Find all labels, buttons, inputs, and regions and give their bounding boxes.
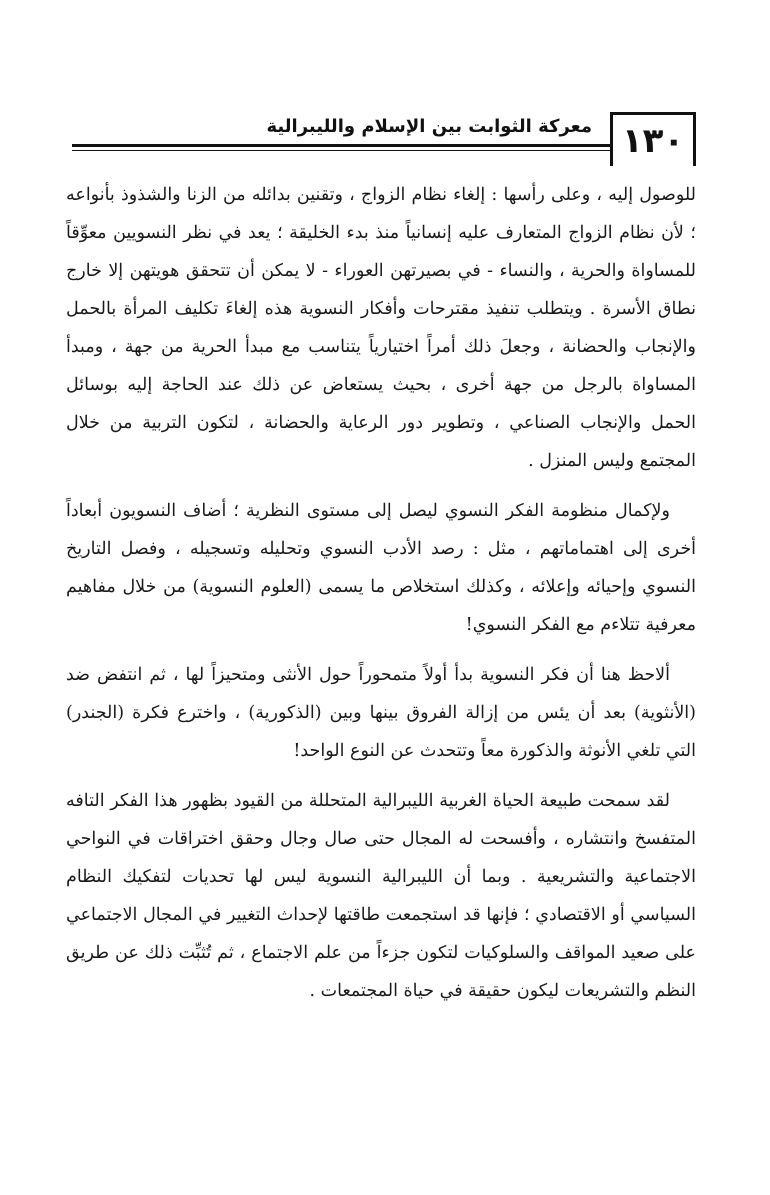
running-title: معركة الثوابت بين الإسلام والليبرالية [266,116,592,137]
paragraph-1: للوصول إليه ، وعلى رأسها : إلغاء نظام الزواج ، وتقنين بدائله من الزنا والشذوذ بأنواعه ؛ لأن نظام الزواج المتعارف عليه إنسانياً منذ بدء الخليقة ؛ يعد في نظر النسويين معوِّقاً للمساواة والحرية ، والنساء - في بصيرتهن العوراء - لا يمكن أن تتحقق هويتهن إلا خارج نطاق الأسرة . ويتطلب تنفيذ مقترحات وأفكار النسوية هذه إلغاءَ تكليف المرأة بالحمل والإنجاب والحضانة ، وجعلَ ذلك أمراً اختيارياً يتناسب مع مبدأ الحرية من جهة ، ومبدأ المساواة بالرجل من جهة أخرى ، بحيث يستعاض عن ذلك عند الحاجة إليه بوسائل الحمل والإنجاب الصناعي ، وتطوير دور الرعاية والحضانة ، لتكون التربية من خلال المجتمع وليس المنزل . [66,185,696,471]
paragraph-4: لقد سمحت طبيعة الحياة الغربية الليبرالية المتحللة من القيود بظهور هذا الفكر التافه المتفسخ وانتشاره ، وأفسحت له المجال حتى صال وجال وحقق اختراقات في النواحي الاجتماعية والتشريعية . وبما أن الليبرالية النسوية ليس لها تحديات لتفكيك النظام السياسي أو الاقتصادي ؛ فإنها قد استجمعت طاقتها لإحداث التغيير في المجال الاجتماعي على صعيد المواقف والسلوكيات لتكون جزءاً من علم الاجتماع ، ثم تُثبِّت ذلك عن طريق النظم والتشريعات ليكون حقيقة في حياة المجتمعات . [66,791,696,1001]
header-rule-thick [72,144,610,147]
page-header [70,100,690,170]
header-rule-thin [72,150,610,151]
paragraph-3: ألاحظ هنا أن فكر النسوية بدأ أولاً متمحوراً حول الأنثى ومتحيزاً لها ، ثم انتفض ضد (الأنثوية) بعد أن يئس من إزالة الفروق بينها وبين (الذكورية) ، واخترع فكرة (الجندر) التي تلغي الأنوثة والذكورة معاً وتتحدث عن النوع الواحد! [66,665,697,761]
page-number: ١٣٠ [621,120,685,161]
paragraph-2: ولإكمال منظومة الفكر النسوي ليصل إلى مستوى النظرية ؛ أضاف النسويون أبعاداً أخرى إلى اهتماماتهم ، مثل : رصد الأدب النسوي وتحليله وتسجيله ، وفصل التاريخ النسوي وإحيائه وإعلائه ، وكذلك استخلاص ما يسمى (العلوم النسوية) من خلال مفاهيم معرفية تتلاءم مع الفكر النسوي! [66,501,696,635]
body-text [66,176,696,1022]
page-number-box [610,112,696,166]
